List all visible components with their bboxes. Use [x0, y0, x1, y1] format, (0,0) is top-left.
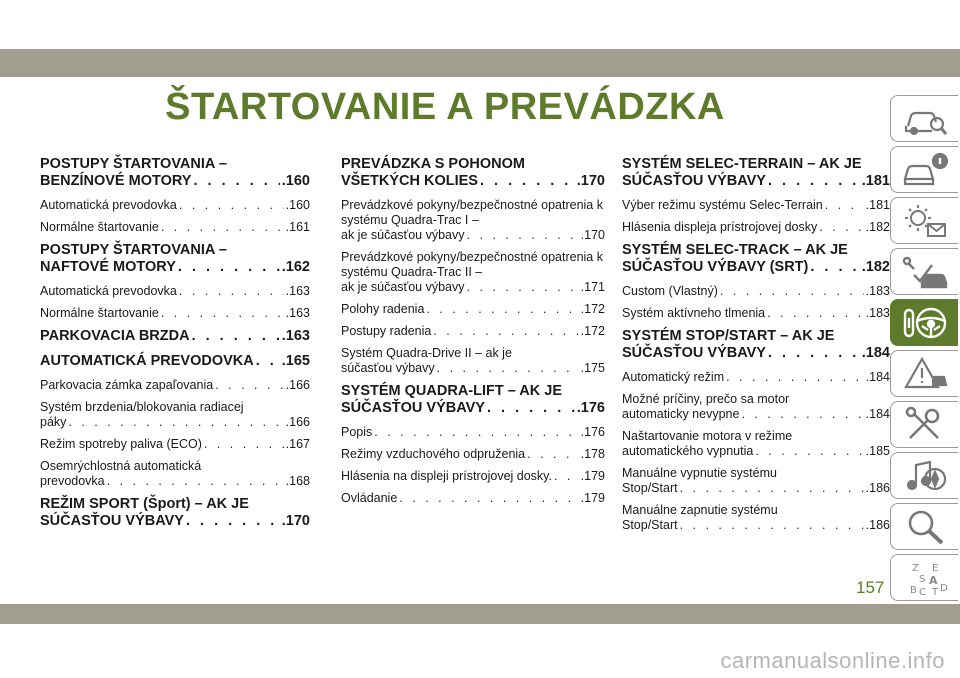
toc-entry[interactable]	[40, 284, 310, 299]
toc-entry-row	[40, 437, 310, 452]
toc-entry[interactable]	[622, 429, 890, 459]
toc-entry-text-line: SYSTÉM QUADRA-LIFT – AK JE	[341, 383, 563, 399]
tab-tools-wrench[interactable]	[890, 401, 958, 448]
toc-page-number: .168	[285, 474, 310, 488]
toc-entry-label: Režimy vzduchového odpruženia	[341, 447, 526, 461]
svg-text:Z: Z	[911, 562, 919, 574]
dot-leader	[767, 306, 864, 321]
toc-page-number: .175	[580, 361, 605, 375]
toc-entry-label: PARKOVACIA BRZDA	[40, 328, 190, 344]
toc-page-number: .181	[865, 198, 890, 212]
dot-leader	[810, 259, 859, 276]
dot-leader	[487, 400, 575, 417]
toc-entry-row	[341, 324, 605, 339]
toc-page-number: .178	[580, 447, 605, 461]
toc-entry-row	[622, 220, 890, 235]
toc-page-number: .186	[865, 481, 890, 495]
page-title: ŠTARTOVANIE A PREVÁDZKA	[165, 86, 725, 128]
toc-page-number: .186	[865, 518, 890, 532]
toc-page-number: .170	[281, 513, 310, 529]
key-steering-wheel-icon	[902, 304, 948, 342]
chapter-tabs	[890, 95, 960, 605]
dot-leader	[179, 284, 284, 299]
toc-entry-label: Automatický režim	[622, 370, 725, 384]
toc-entry-row	[622, 345, 890, 362]
toc-entry-label: páky	[40, 415, 67, 429]
toc-entry[interactable]	[341, 302, 605, 317]
dot-leader	[161, 306, 284, 321]
toc-entry-text-line: PREVÁDZKA S POHONOM	[341, 156, 525, 172]
toc-entry-row	[40, 415, 310, 430]
toc-entry-label: SÚČASŤOU VÝBAVY	[341, 400, 485, 416]
watermark: carmanualsonline.info	[720, 648, 945, 673]
dot-leader	[68, 415, 283, 430]
toc-section-heading[interactable]	[622, 242, 890, 276]
toc-entry-row	[341, 361, 605, 376]
dot-leader	[437, 361, 579, 376]
dot-leader	[467, 228, 579, 243]
toc-entry-label: Automatická prevodovka	[40, 198, 177, 212]
svg-text:B: B	[909, 584, 917, 596]
tab-music-navigation[interactable]	[890, 452, 958, 499]
toc-entry[interactable]	[40, 400, 310, 430]
dot-leader	[726, 370, 864, 385]
tab-magnifier[interactable]	[890, 503, 958, 550]
toc-entry-text-line: Systém Quadra-Drive II – ak je	[341, 346, 512, 360]
toc-page-number: .163	[285, 284, 310, 298]
toc-entry-label: Popis	[341, 425, 373, 439]
toc-entry[interactable]	[622, 466, 890, 496]
dot-leader	[768, 345, 860, 362]
toc-entry-label: Systém aktívneho tlmenia	[622, 306, 766, 320]
tab-car-info[interactable]	[890, 146, 958, 193]
toc-entry[interactable]	[40, 459, 310, 489]
toc-entry-row	[341, 302, 605, 317]
toc-page-number: .160	[281, 173, 310, 189]
page-number: 157	[856, 578, 885, 597]
toc-entry[interactable]	[622, 503, 890, 533]
toc-page-number: .172	[580, 302, 605, 316]
toc-entry-text-line: Možné príčiny, prečo sa motor	[622, 392, 790, 406]
tab-car-wrench-check[interactable]	[890, 248, 958, 295]
svg-text:A: A	[928, 573, 938, 587]
toc-entry[interactable]	[341, 198, 605, 243]
toc-entry-row	[40, 220, 310, 235]
toc-entry-label: súčasťou výbavy	[341, 361, 435, 375]
toc-page-number: .179	[580, 469, 605, 483]
toc-entry-text-line: Manuálne vypnutie systému	[622, 466, 777, 480]
toc-entry-row	[40, 198, 310, 213]
toc-section-heading[interactable]	[622, 328, 890, 362]
toc-entry-label: Hlásenia na displeji prístrojovej dosky.	[341, 469, 552, 483]
toc-entry-text-line: POSTUPY ŠTARTOVANIA –	[40, 156, 227, 172]
toc-section-heading[interactable]	[40, 328, 310, 345]
toc-page-number: .163	[281, 328, 310, 344]
dot-leader	[433, 324, 578, 339]
toc-entry-label: automatického vypnutia	[622, 444, 754, 458]
bottom-band	[0, 604, 960, 624]
toc-page-number: .185	[865, 444, 890, 458]
toc-entry-text-line: Naštartovanie motora v režime	[622, 429, 793, 443]
toc-entry[interactable]	[341, 425, 605, 440]
dot-leader	[374, 425, 578, 440]
tab-car-magnifier[interactable]	[890, 95, 958, 142]
warning-triangle-car-icon	[902, 355, 948, 393]
toc-entry[interactable]	[341, 324, 605, 339]
toc-page-number: .182	[861, 259, 890, 275]
toc-entry[interactable]	[40, 220, 310, 235]
toc-page-number: .166	[285, 378, 310, 392]
dot-leader	[204, 437, 284, 452]
dot-leader	[527, 447, 579, 462]
toc-entry-label: ak je súčasťou výbavy	[341, 280, 465, 294]
toc-page-number: .183	[865, 284, 890, 298]
toc-page-number: .170	[576, 173, 605, 189]
toc-entry-row	[622, 481, 890, 496]
toc-entry[interactable]	[622, 284, 890, 299]
dot-leader	[186, 513, 280, 530]
car-info-icon	[902, 151, 948, 189]
toc-column-3	[622, 156, 890, 540]
toc-entry-text-line: SYSTÉM SELEC-TRACK – AK JE	[622, 242, 848, 258]
dot-leader	[467, 280, 579, 295]
toc-page-number: .160	[285, 198, 310, 212]
toc-entry-row	[40, 353, 310, 370]
toc-entry-text-line: POSTUPY ŠTARTOVANIA –	[40, 242, 227, 258]
toc-entry-label: Custom (Vlastný)	[622, 284, 718, 298]
warning-lights-message-icon	[902, 202, 948, 240]
toc-entry-label: AUTOMATICKÁ PREVODOVKA	[40, 353, 254, 369]
toc-page-number: .182	[865, 220, 890, 234]
toc-entry-label: Normálne štartovanie	[40, 220, 159, 234]
toc-entry-row	[622, 370, 890, 385]
toc-entry-label: VŠETKÝCH KOLIES	[341, 173, 478, 189]
toc-entry-label: Stop/Start	[622, 481, 678, 495]
toc-page-number: .165	[281, 353, 310, 369]
toc-page-number: .184	[865, 407, 890, 421]
toc-page-number: .172	[580, 324, 605, 338]
dot-leader	[480, 173, 575, 190]
toc-page-number: .161	[285, 220, 310, 234]
dot-leader	[107, 474, 284, 489]
tab-warning-triangle[interactable]	[890, 350, 958, 397]
dot-leader	[720, 284, 864, 299]
svg-text:S: S	[918, 573, 925, 585]
toc-entry-label: Režim spotreby paliva (ECO)	[40, 437, 202, 451]
toc-entry-label: prevodovka	[40, 474, 105, 488]
dot-leader	[192, 328, 280, 345]
toc-entry-text-line: Manuálne zapnutie systému	[622, 503, 778, 517]
toc-entry[interactable]	[341, 346, 605, 376]
toc-entry-text-line: Systém brzdenia/blokovania radiacej	[40, 400, 244, 414]
toc-entry-label: Normálne štartovanie	[40, 306, 159, 320]
toc-entry-row	[341, 400, 605, 417]
toc-section-heading[interactable]	[341, 156, 605, 190]
toc-column-1	[40, 156, 310, 538]
dot-leader	[741, 407, 863, 422]
toc-entry-row	[40, 284, 310, 299]
toc-entry-label: SÚČASŤOU VÝBAVY	[40, 513, 184, 529]
toc-entry[interactable]	[622, 306, 890, 321]
toc-entry-row	[40, 474, 310, 489]
dot-leader	[215, 378, 283, 393]
top-band	[0, 49, 960, 77]
toc-section-heading[interactable]	[40, 156, 310, 190]
toc-entry-row	[40, 378, 310, 393]
toc-entry-row	[622, 518, 890, 533]
toc-entry-label: SÚČASŤOU VÝBAVY	[622, 345, 766, 361]
car-wrench-check-icon	[902, 253, 948, 291]
toc-section-heading[interactable]	[40, 496, 310, 530]
toc-page-number: .184	[865, 370, 890, 384]
toc-entry-label: NAFTOVÉ MOTORY	[40, 259, 176, 275]
toc-entry-row	[622, 259, 890, 276]
toc-entry-row	[622, 173, 890, 190]
toc-page-number: .167	[285, 437, 310, 451]
car-magnifier-icon	[902, 100, 948, 138]
svg-text:D: D	[939, 582, 948, 594]
toc-section-heading[interactable]	[40, 353, 310, 370]
toc-entry-label: automaticky nevypne	[622, 407, 740, 421]
toc-entry[interactable]	[40, 198, 310, 213]
toc-entry-text-line: SYSTÉM SELEC-TERRAIN – AK JE	[622, 156, 862, 172]
toc-section-heading[interactable]	[40, 242, 310, 276]
alphabet-index-icon	[902, 559, 948, 597]
toc-entry[interactable]	[40, 306, 310, 321]
toc-entry-row	[40, 328, 310, 345]
toc-entry-label: ak je súčasťou výbavy	[341, 228, 465, 242]
dot-leader	[179, 198, 284, 213]
toc-entry-label: SÚČASŤOU VÝBAVY	[622, 173, 766, 189]
toc-entry-label: Postupy radenia	[341, 324, 432, 338]
toc-entry-row	[40, 259, 310, 276]
toc-entry-row	[341, 173, 605, 190]
toc-page-number: .176	[576, 400, 605, 416]
toc-entry-row	[341, 228, 605, 243]
toc-column-2	[341, 156, 605, 513]
toc-entry-row	[622, 306, 890, 321]
toc-entry[interactable]	[40, 378, 310, 393]
toc-entry-label: Polohy radenia	[341, 302, 425, 316]
toc-entry-text-line: SYSTÉM STOP/START – AK JE	[622, 328, 835, 344]
toc-page-number: .166	[285, 415, 310, 429]
tools-wrench-icon	[902, 406, 948, 444]
toc-page-number: .170	[580, 228, 605, 242]
music-navigation-icon	[902, 457, 948, 495]
dot-leader	[161, 220, 284, 235]
toc-page-number: .163	[285, 306, 310, 320]
tab-alphabet-index[interactable]	[890, 554, 958, 601]
magnifier-icon	[902, 508, 948, 546]
toc-page-number: .181	[861, 173, 890, 189]
toc-entry-label: BENZÍNOVÉ MOTORY	[40, 173, 192, 189]
toc-entry-label: Parkovacia zámka zapaľovania	[40, 378, 214, 392]
toc-entry-label: Stop/Start	[622, 518, 678, 532]
toc-page-number: .183	[865, 306, 890, 320]
tab-key-steering-wheel[interactable]	[890, 299, 958, 346]
toc-entry-row	[622, 284, 890, 299]
toc-entry[interactable]	[341, 491, 605, 506]
toc-page-number: .176	[580, 425, 605, 439]
toc-entry-text-line: Osemrýchlostná automatická	[40, 459, 202, 473]
toc-page-number: .179	[580, 491, 605, 505]
toc-page-number: .171	[580, 280, 605, 294]
toc-entry-row	[341, 469, 605, 484]
toc-section-heading[interactable]	[341, 383, 605, 417]
toc-entry-row	[40, 513, 310, 530]
toc-entry[interactable]	[622, 392, 890, 422]
toc-entry-text-line: REŽIM SPORT (Šport) – AK JE	[40, 496, 249, 512]
toc-page-number: .184	[861, 345, 890, 361]
svg-text:T: T	[931, 586, 938, 597]
toc-entry-text-line: Prevádzkové pokyny/bezpečnostné opatrenia k systému Quadra-Trac I –	[341, 198, 603, 227]
tab-warning-lights[interactable]	[890, 197, 958, 244]
dot-leader	[178, 259, 280, 276]
toc-entry-row	[40, 173, 310, 190]
toc-entry-row	[341, 447, 605, 462]
toc-entry[interactable]	[341, 469, 605, 484]
toc-entry-label: SÚČASŤOU VÝBAVY (SRT)	[622, 259, 809, 275]
dot-leader	[399, 491, 578, 506]
toc-entry[interactable]	[622, 198, 890, 213]
dot-leader	[819, 220, 863, 235]
toc-entry-row	[622, 444, 890, 459]
toc-entry-row	[341, 491, 605, 506]
svg-text:C: C	[918, 586, 926, 597]
toc-entry-text-line: Prevádzkové pokyny/bezpečnostné opatrenia k systému Quadra-Trac II –	[341, 250, 603, 279]
dot-leader	[755, 444, 863, 459]
svg-text:E: E	[931, 562, 938, 574]
dot-leader	[825, 198, 864, 213]
toc-entry-row	[622, 198, 890, 213]
toc-section-heading[interactable]	[622, 156, 890, 190]
toc-entry-label: Hlásenia displeja prístrojovej dosky	[622, 220, 818, 234]
toc-entry[interactable]	[341, 447, 605, 462]
dot-leader	[256, 353, 280, 370]
toc-entry[interactable]	[622, 370, 890, 385]
toc-entry-row	[622, 407, 890, 422]
dot-leader	[193, 173, 279, 190]
dot-leader	[426, 302, 578, 317]
toc-entry-row	[341, 280, 605, 295]
toc-entry[interactable]	[622, 220, 890, 235]
toc-entry-row	[40, 306, 310, 321]
toc-entry[interactable]	[40, 437, 310, 452]
dot-leader	[680, 518, 864, 533]
toc-entry-label: Ovládanie	[341, 491, 398, 505]
dot-leader	[680, 481, 864, 496]
toc-entry-label: Automatická prevodovka	[40, 284, 177, 298]
toc-page-number: .162	[281, 259, 310, 275]
dot-leader	[768, 173, 860, 190]
toc-entry[interactable]	[341, 250, 605, 295]
toc-entry-row	[341, 425, 605, 440]
dot-leader	[554, 469, 579, 484]
toc-entry-label: Výber režimu systému Selec-Terrain	[622, 198, 823, 212]
